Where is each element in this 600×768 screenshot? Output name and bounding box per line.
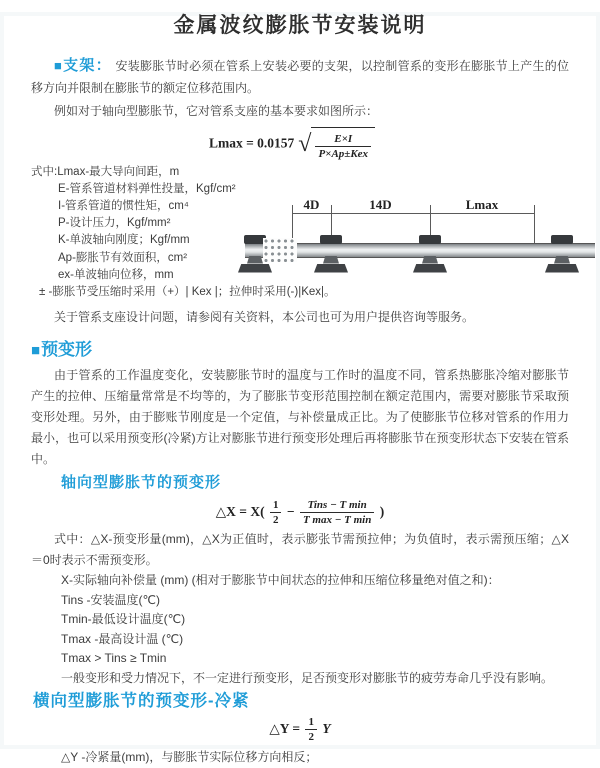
definition-item: ex-单波轴向位移，mm: [58, 268, 174, 281]
pipe-support-icon: [545, 235, 579, 275]
definition-item: Ap-膨胀节有效面积，cm²: [58, 251, 188, 264]
axial-note-item: 一般变形和受力情况下，不一定进行预变形，足否预变形对膨胀节的疲劳寿命几乎没有影响。: [61, 670, 554, 685]
definition-item: K-单波轴向刚度；Kgf/mm: [58, 234, 190, 247]
axial-half-numerator: 1: [270, 499, 282, 513]
lateral-subtitle: 横向型膨胀节的预变形-冷紧: [33, 691, 250, 710]
axial-temp-numerator: Tins − T min: [300, 499, 374, 513]
pipe-support-icon: [413, 235, 447, 275]
pipe-support-diagram: [245, 197, 595, 297]
support-closing-note: 关于管系支座设计问题，请参阅有关资料，本公司也可为用户提供咨询等服务。: [54, 309, 475, 324]
axial-note-item: Tins -安装温度(℃): [61, 592, 161, 607]
preform-paragraph: 由于管系的工作温度变化，安装膨胀节时的温度与工作时的温度不同，管系热膨胀冷缩对膨胀节产生的拉伸、压缩量常常是不均等的，为了膨胀节变形范围控制在额定范围内，需要对膨胀节采取预变形处理。另外，由于膨账节刚度是一个定值，与补偿量成正比。为了使膨胀节位移对管系的作用力最小，也可以采用预变形(冷紧)方让对膨胀节进行预变形处理后再将膨胀节在预变形状态下安装在管系中。: [31, 368, 569, 466]
lmax-formula-numerator: E×I: [315, 133, 371, 147]
axial-note-item: X-实际轴向补偿量 (mm) (相对于膨胀节中间状态的拉伸和压缩位移量绝对值之和)：: [61, 573, 500, 587]
axial-subtitle: 轴向型膨胀节的预变形: [61, 474, 222, 491]
section-bullet-icon: ■: [54, 58, 63, 73]
axial-formula-minus: −: [286, 504, 295, 519]
axial-temp-denominator: T max − T min: [302, 514, 372, 527]
bellows-icon: [263, 238, 297, 262]
support-intro-paragraph: [31, 55, 569, 99]
definition-item: I-管系管道的惯性矩，cm⁴: [58, 199, 189, 212]
lateral-formula-rhs: Y: [322, 720, 331, 736]
axial-note-item: Tmax > Tins ≥ Tmin: [61, 651, 167, 666]
dim-label-lmax: Lmax: [465, 196, 499, 212]
document-page: [0, 12, 600, 764]
definition-item: P-设计压力，Kgf/mm²: [58, 217, 171, 230]
pipe-support-icon: [314, 235, 348, 275]
preform-heading-label: 预变形: [41, 340, 93, 359]
sqrt-icon: √: [298, 131, 312, 157]
dimension-line: [292, 213, 534, 214]
axial-notes-list: [31, 571, 569, 689]
support-intro-text: 安装膨胀节时必须在管系上安装必要的支架，以控制管系的变形在膨胀节上产生的位移方向并限制在膨胀节的额定位移范围内。: [31, 59, 569, 95]
lmax-formula-denominator: P×Ap±Kex: [318, 147, 369, 160]
axial-formula-lhs: △X = X(: [215, 504, 265, 519]
section-support-heading: 支架：: [63, 57, 112, 74]
section-bullet-icon: ■: [31, 342, 41, 359]
axial-note-main: 式中：△X-预变形量(mm)，△X为正值时，表示膨张节需预拉伸；为负值时，表示需预压缩；△X＝0时表示不需预变形。: [31, 532, 569, 567]
axial-formula-rhs: ): [379, 504, 385, 519]
dimension-tick: [534, 205, 535, 243]
axial-note-item: Tmin-最低设计温度(℃): [61, 612, 186, 627]
axial-note-item: Tmax -最高设计温 (℃): [61, 631, 184, 646]
definition-item: E-管系管道材料弹性投量，Kgf/cm²: [58, 182, 236, 195]
lmax-formula-lhs: Lmax = 0.0157: [208, 135, 295, 151]
axial-formula: [31, 497, 569, 527]
lateral-formula: [31, 715, 569, 743]
definition-item: ± -膨胀节受压缩时采用（+）| Kex |；拉伸时采用(-)|Kex|。: [39, 285, 336, 298]
lmax-formula: [23, 127, 561, 159]
axial-half-denominator: 2: [272, 514, 279, 527]
lateral-half-denominator: 2: [308, 730, 314, 743]
lateral-note: △Y -冷紧量(mm)，与膨胀节实际位移方向相反；: [61, 749, 318, 764]
dim-label-14d: 14D: [369, 196, 392, 212]
page-title: 金属波纹膨胀节安装说明: [173, 14, 427, 37]
definition-item: 式中:Lmax-最大导向间距，m: [31, 165, 180, 178]
support-example-text: 例如对于轴向型膨胀节，它对管系支座的基本要求如图所示：: [54, 104, 379, 118]
definitions-block: [31, 164, 569, 304]
section-preform-heading: [31, 338, 569, 363]
lateral-half-numerator: 1: [305, 716, 317, 730]
lateral-formula-lhs: △Y =: [269, 720, 301, 736]
dim-label-4d: 4D: [303, 196, 320, 212]
